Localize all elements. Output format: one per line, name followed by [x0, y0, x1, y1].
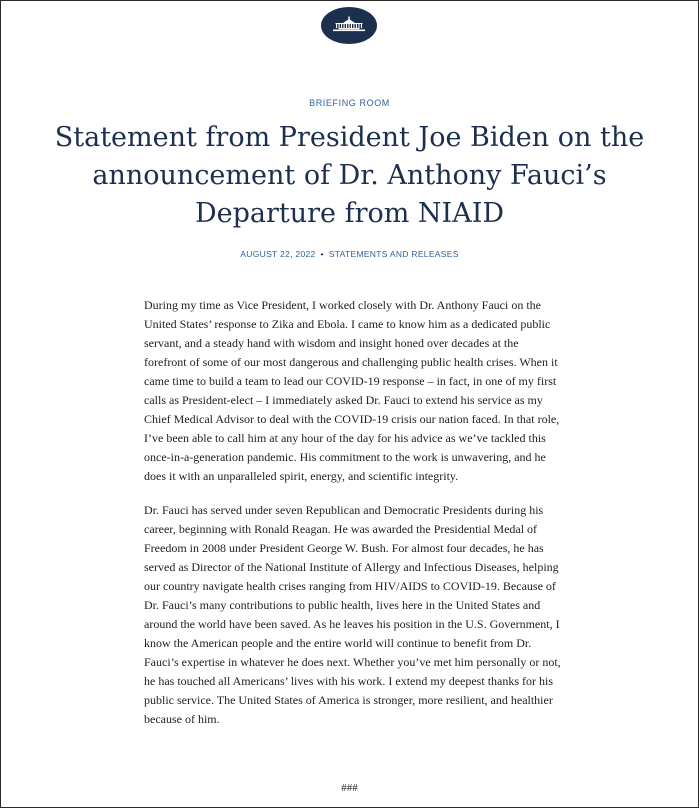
publish-date: AUGUST 22, 2022 — [240, 249, 316, 259]
page-title: Statement from President Joe Biden on the announcement of Dr. Anthony Fauci’s Departure from NIAID — [54, 122, 645, 229]
paragraph: During my time as Vice President, I worked closely with Dr. Anthony Fauci on the United States’ response to Zika and Ebola. I came to know him as a dedicated public servant, and a steady hand with wisdom and insight honed over decades at the forefront of some of our most dangerous and challenging public health crises. When it came time to build a team to lead our COVID-19 response – in fact, in one of my first calls as President-elect – I immediately asked Dr. Fauci to extend his service as my Chief Medical Advisor to deal with the COVID-19 crisis our nation faced. In that role, I’ve been able to call him at any hour of the day for his advice as we’ve tackled this once-in-a-generation pandemic. His commitment to the work is unwavering, and he does it with an unparalleled spirit, energy, and scientific integrity. — [144, 298, 560, 483]
meta-separator: • — [320, 249, 324, 259]
article-meta — [1, 249, 698, 259]
white-house-seal-icon[interactable] — [321, 7, 377, 44]
end-mark: ### — [341, 782, 358, 794]
article-body — [144, 296, 564, 744]
paragraph: Dr. Fauci has served under seven Republican and Democratic Presidents during his career, beginning with Ronald Reagan. He was awarded the Presidential Medal of Freedom in 2008 under President George W. Bush. For almost four decades, he has served as Director of the National Institute of Allergy and Infectious Diseases, helping our country navigate health crises ranging from HIV/AIDS to COVID-19. Because of Dr. Fauci’s many contributions to public health, lives here in the United States and around the world have been saved. As he leaves his position in the U.S. Government, I know the American people and the entire world will continue to benefit from Dr. Fauci’s expertise in whatever he does next. Whether you’ve met him personally or not, he has touched all Americans’ lives with his work. I extend my deepest thanks for his public service. The United States of America is stronger, more resilient, and healthier because of him. — [144, 503, 561, 726]
category-link[interactable]: STATEMENTS AND RELEASES — [328, 249, 459, 259]
section-eyebrow[interactable]: BRIEFING ROOM — [309, 98, 390, 108]
